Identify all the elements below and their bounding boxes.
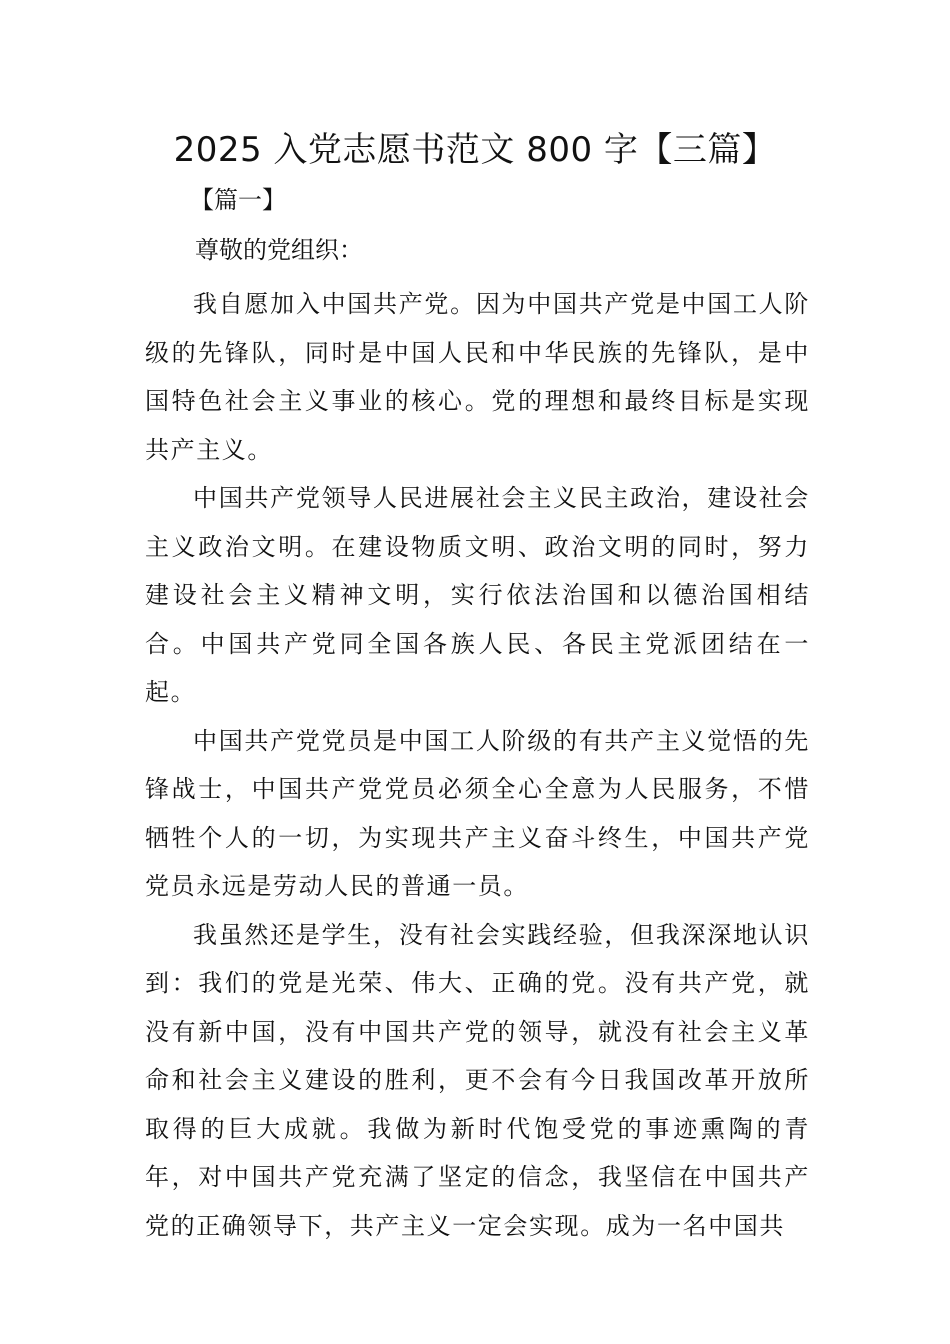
section-label: 【篇一】: [190, 186, 286, 214]
document-body: [145, 280, 810, 1250]
paragraph: 中国共产党党员是中国工人阶级的有共产主义觉悟的先锋战士，中国共产党党员必须全心全意为人民服务，不惜牺牲个人的一切，为实现共产主义奋斗终生，中国共产党党员永远是劳动人民的普通一员。: [145, 726, 810, 900]
document-title: 2025 入党志愿书范文 800 字【三篇】: [173, 130, 777, 170]
paragraph: 我虽然还是学生，没有社会实践经验，但我深深地认识到：我们的党是光荣、伟大、正确的党。没有共产党，就没有新中国，没有中国共产党的领导，就没有社会主义革命和社会主义建设的胜利，更不会有今日我国改革开放所取得的巨大成就。我做为新时代饱受党的事迹熏陶的青年，对中国共产党充满了坚定的信念，我坚信在中国共产党的正确领导下，共产主义一定会实现。成为一名中国共: [145, 920, 810, 1240]
paragraph: 我自愿加入中国共产党。因为中国共产党是中国工人阶级的先锋队，同时是中国人民和中华民族的先锋队，是中国特色社会主义事业的核心。党的理想和最终目标是实现共产主义。: [145, 290, 810, 464]
salutation: 尊敬的党组织：: [195, 236, 363, 264]
paragraph: 中国共产党领导人民进展社会主义民主政治，建设社会主义政治文明。在建设物质文明、政治文明的同时，努力建设社会主义精神文明，实行依法治国和以德治国相结合。中国共产党同全国各族人民、各民主党派团结在一起。: [145, 484, 810, 706]
